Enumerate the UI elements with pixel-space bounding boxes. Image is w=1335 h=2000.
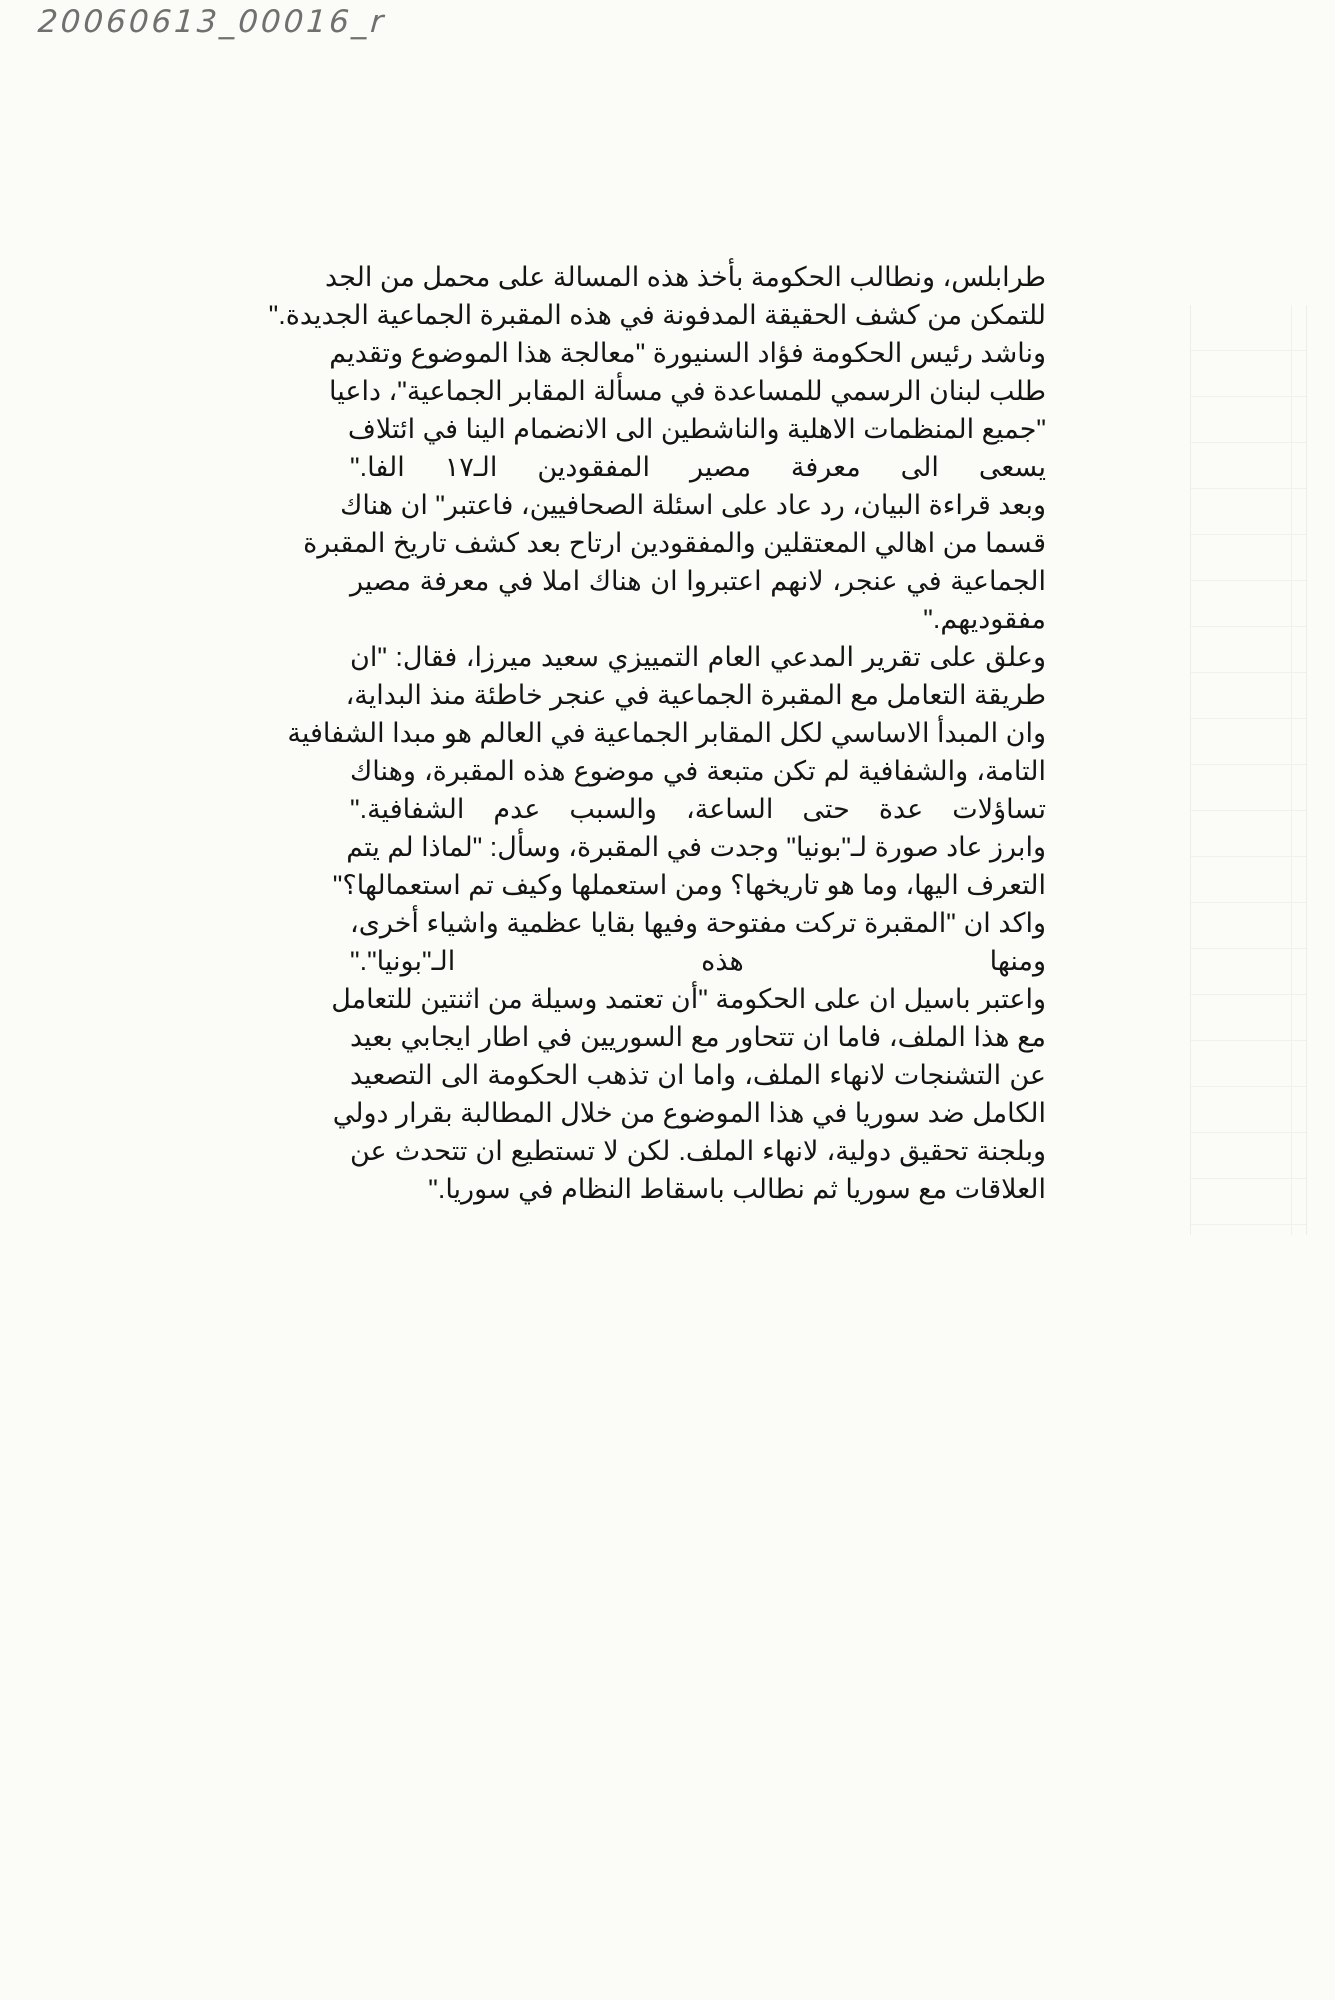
text-line: للتمكن من كشف الحقيقة المدفونة في هذه المقبرة الجماعية الجديدة." xyxy=(268,300,1046,330)
text-line: الجماعية في عنجر، لانهم اعتبروا ان هناك املا في معرفة مصير xyxy=(350,566,1046,596)
handwritten-document-id: 20060613_00016_r xyxy=(36,4,388,40)
bleed-through-row xyxy=(1191,443,1306,489)
article-body xyxy=(268,258,1046,1208)
text-line: وناشد رئيس الحكومة فؤاد السنيورة "معالجة هذا الموضوع وتقديم xyxy=(329,338,1046,368)
text-line: طلب لبنان الرسمي للمساعدة في مسألة المقابر الجماعية"، داعيا xyxy=(329,376,1046,406)
text-line: يسعى الى معرفة مصير المفقودين الـ١٧ الفا." xyxy=(350,452,1046,482)
bleed-through-row xyxy=(1191,397,1306,443)
bleed-through-row xyxy=(1191,673,1306,719)
text-line: العلاقات مع سوريا ثم نطالب باسقاط النظام في سوريا." xyxy=(428,1174,1046,1204)
text-line: واكد ان "المقبرة تركت مفتوحة وفيها بقايا عظمية واشياء أخرى، xyxy=(350,908,1046,938)
text-line: وبعد قراءة البيان، رد عاد على اسئلة الصحافيين، فاعتبر" ان هناك xyxy=(340,490,1046,520)
bleed-through-row xyxy=(1191,351,1306,397)
text-line: مع هذا الملف، فاما ان تتحاور مع السوريين في اطار ايجابي بعيد xyxy=(350,1022,1046,1052)
text-line: طريقة التعامل مع المقبرة الجماعية في عنجر خاطئة منذ البداية، xyxy=(345,680,1046,710)
text-line: وعلق على تقرير المدعي العام التمييزي سعيد ميرزا، فقال: "ان xyxy=(350,642,1046,672)
bleed-through-row xyxy=(1191,489,1306,535)
text-line: وبلجنة تحقيق دولية، لانهاء الملف. لكن لا تستطيع ان تتحدث عن xyxy=(350,1136,1046,1166)
bleed-through-row xyxy=(1191,1179,1306,1225)
bleed-through-table xyxy=(1190,305,1307,1235)
bleed-through-row xyxy=(1191,581,1306,627)
text-line: "جميع المنظمات الاهلية والناشطين الى الانضمام الينا في ائتلاف xyxy=(347,414,1046,444)
text-line: التعرف اليها، وما هو تاريخها؟ ومن استعملها وكيف تم استعمالها؟" xyxy=(332,870,1046,900)
bleed-through-row xyxy=(1191,719,1306,765)
text-line: طرابلس، ونطالب الحكومة بأخذ هذه المسالة على محمل من الجد xyxy=(325,262,1046,292)
bleed-through-row xyxy=(1191,811,1306,857)
text-line: واعتبر باسيل ان على الحكومة "أن تعتمد وسيلة من اثنتين للتعامل xyxy=(331,984,1046,1014)
bleed-through-row xyxy=(1191,857,1306,903)
bleed-through-row xyxy=(1191,949,1306,995)
text-line: وان المبدأ الاساسي لكل المقابر الجماعية في العالم هو مبدا الشفافية xyxy=(287,718,1046,748)
text-line: ومنها هذه الـ"بونيا"." xyxy=(350,946,1046,976)
bleed-through-row xyxy=(1191,627,1306,673)
bleed-through-row xyxy=(1191,995,1306,1041)
bleed-through-row xyxy=(1191,305,1306,351)
text-line: الكامل ضد سوريا في هذا الموضوع من خلال المطالبة بقرار دولي xyxy=(332,1098,1046,1128)
text-line: عن التشنجات لانهاء الملف، واما ان تذهب الحكومة الى التصعيد xyxy=(350,1060,1046,1090)
text-line: مفقوديهم." xyxy=(923,604,1046,634)
text-line: قسما من اهالي المعتقلين والمفقودين ارتاح بعد كشف تاريخ المقبرة xyxy=(303,528,1046,558)
text-line: وابرز عاد صورة لـ"بونيا" وجدت في المقبرة، وسأل: "لماذا لم يتم xyxy=(346,832,1046,862)
text-line: التامة، والشفافية لم تكن متبعة في موضوع هذه المقبرة، وهناك xyxy=(350,756,1046,786)
bleed-through-row xyxy=(1191,903,1306,949)
bleed-through-row xyxy=(1191,1133,1306,1179)
bleed-through-row xyxy=(1191,765,1306,811)
bleed-through-row xyxy=(1191,1041,1306,1087)
bleed-through-row xyxy=(1191,535,1306,581)
bleed-through-row xyxy=(1191,1087,1306,1133)
bleed-through-column-line xyxy=(1291,305,1292,1235)
text-line: تساؤلات عدة حتى الساعة، والسبب عدم الشفافية." xyxy=(350,794,1046,824)
